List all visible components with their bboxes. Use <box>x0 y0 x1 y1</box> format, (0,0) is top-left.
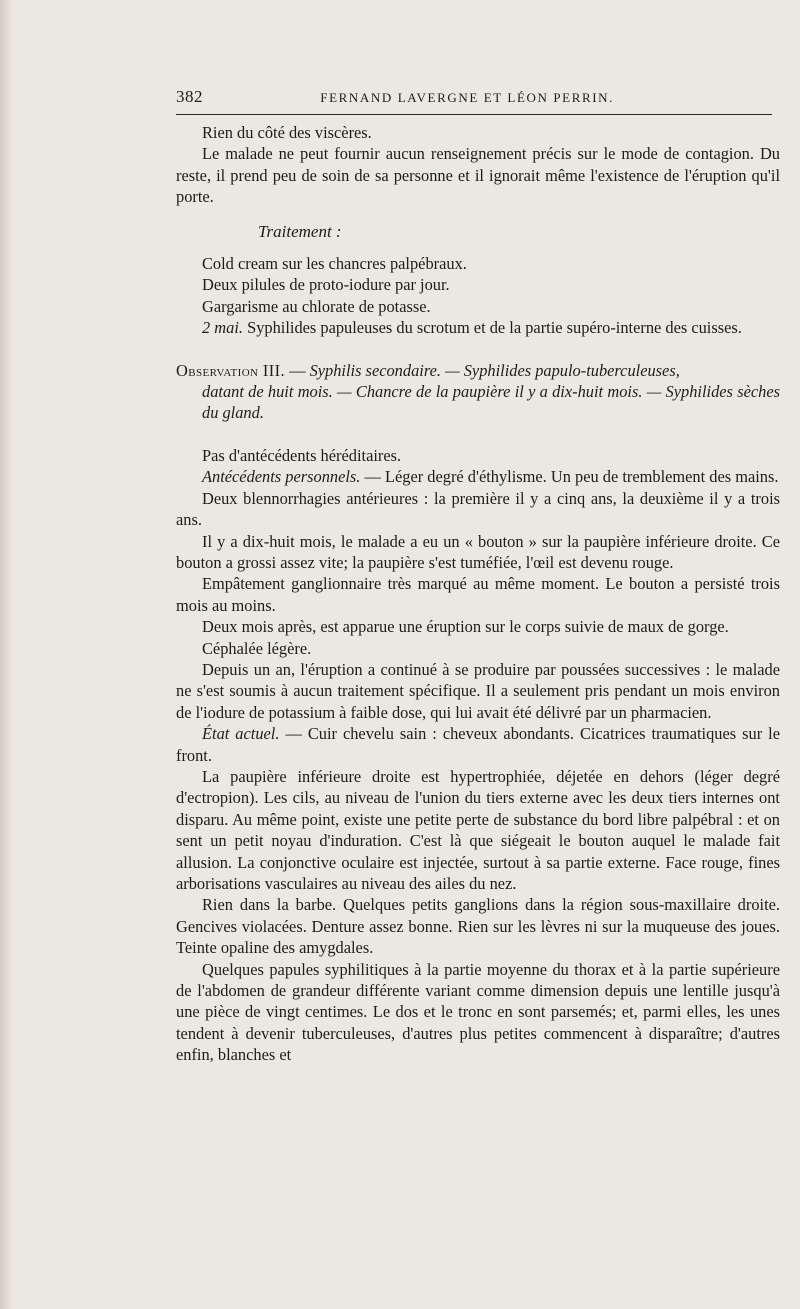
header-rule <box>176 114 772 115</box>
page-header <box>176 86 780 110</box>
paragraph-text: — Léger degré d'éthylisme. Un peu de tremblement des mains. <box>360 467 779 487</box>
page-number: 382 <box>176 87 203 106</box>
paragraph-text: — Cuir chevelu sain : cheveux abondants. Cicatrices traumatiques sur le front. <box>176 724 780 765</box>
paragraph: Pas d'antécédents héréditaires. <box>202 445 402 465</box>
page-binding-edge <box>0 0 14 1309</box>
observation-dash: — <box>284 360 310 380</box>
paragraph: Deux mois après, est apparue une éruption sur le corps suivie de maux de gorge. <box>202 617 729 637</box>
inline-heading: État actuel. <box>202 724 280 744</box>
observation-label: Observation III. <box>176 360 285 380</box>
paragraph: Empâtement ganglionnaire très marqué au même moment. Le bouton a persisté trois mois au moins. <box>176 574 780 615</box>
paragraph: Rien du côté des viscères. <box>202 123 372 142</box>
treatment-item: Gargarisme au chlorate de potasse. <box>202 296 431 316</box>
treatment-item: Deux pilules de proto-iodure par jour. <box>202 275 450 295</box>
paragraph: Quelques papules syphilitiques à la partie moyenne du thorax et à la partie supérieure de l'abdomen de grandeur différente variant comme dimension depuis une lentille jusqu'à une pièce de vingt centimes. Le dos et le tronc en sont parsemés; et, parmi elles, les unes tendent à devenir tuberculeuses, d'autres plus petites commencent à disparaître; d'autres enfin, blanches et <box>176 959 780 1065</box>
running-title: FERNAND LAVERGNE ET LÉON PERRIN. <box>320 90 614 105</box>
spacer <box>176 424 780 445</box>
observation-title-continued: datant de huit mois. — Chancre de la paupière il y a dix-huit mois. — Syphilides sèches du gland. <box>202 382 780 423</box>
paragraph <box>176 723 780 766</box>
date-text: Syphilides papuleuses du scrotum et de la partie supéro-interne des cuisses. <box>242 318 742 338</box>
observation-heading <box>176 360 780 381</box>
spacer <box>176 339 780 360</box>
paragraph: Deux blennorrhagies antérieures : la première il y a cinq ans, la deuxième il y a trois ans. <box>176 488 780 530</box>
observation-title: Syphilis secondaire. — Syphilides papulo-tuberculeuses, <box>309 360 680 380</box>
paragraph: Le malade ne peut fournir aucun renseignement précis sur le mode de contagion. Du reste, il prend peu de soin de sa personne et il ignorait même l'existence de l'éruption qu'il porte. <box>176 144 780 207</box>
inline-heading: Antécédents personnels. <box>202 467 361 487</box>
dated-entry <box>176 317 780 338</box>
paragraph: La paupière inférieure droite est hypertrophiée, déjetée en dehors (léger degré d'ectropion). Les cils, au niveau de l'union du tiers externe avec les deux tiers internes ont disparu. Au même point, existe une petite perte de substance du bord libre palpébral : et on sent un petit noyau d'induration. C'est là que siégeait le bouton auquel le malade fait allusion. La conjonctive oculaire est injectée, surtout à sa partie externe. Face rouge, fines arborisations vasculaires au niveau des ailes du nez. <box>176 766 780 893</box>
treatment-item: Cold cream sur les chancres palpébraux. <box>202 254 467 274</box>
date-label: 2 mai. <box>202 318 243 338</box>
paragraph: Il y a dix-huit mois, le malade a eu un « bouton » sur la paupière inférieure droite. Ce bouton a grossi assez vite; la paupière s'est tuméfiée, l'œil est devenu rouge. <box>176 531 780 572</box>
paragraph: Céphalée légère. <box>202 638 312 658</box>
paragraph: Rien dans la barbe. Quelques petits ganglions dans la région sous-maxillaire droite. Gencives violacées. Denture assez bonne. Rien sur les lèvres ni sur la muqueuse des joues. Teinte opaline des amygdales. <box>176 895 780 958</box>
paragraph <box>176 466 780 487</box>
page-content <box>176 86 780 1066</box>
section-title-traitement: Traitement : <box>258 221 342 241</box>
paragraph: Depuis un an, l'éruption a continué à se produire par poussées successives : le malade ne s'est soumis à aucun traitement spécifique. Il a seulement pris pendant un mois environ de l'iodure de potassium à faible dose, qui lui avait été délivré par un pharmacien. <box>176 659 780 722</box>
